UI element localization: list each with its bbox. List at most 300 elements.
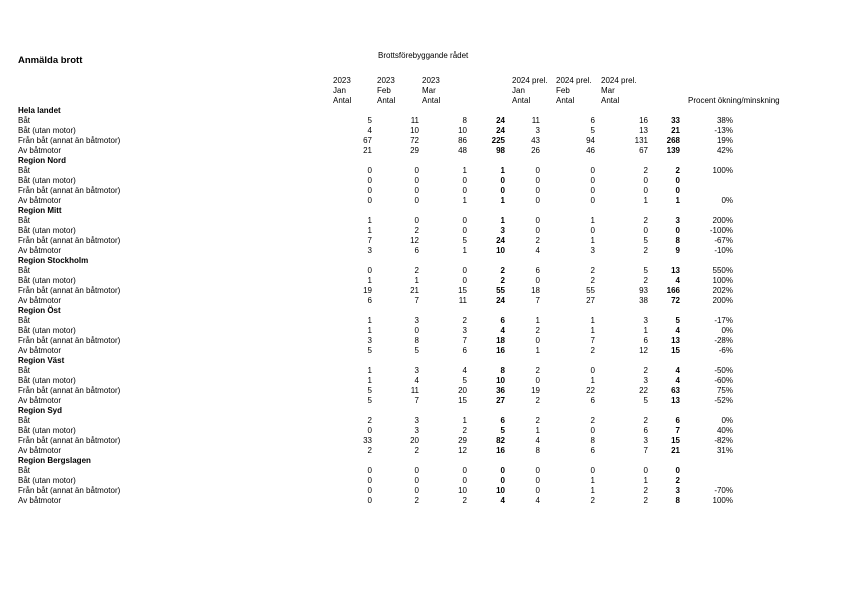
row-label: Från båt (annat än båtmotor)	[18, 186, 121, 195]
value-2023-mar: 10	[458, 126, 467, 135]
value-2024-jan: 1	[535, 346, 540, 355]
value-2023-jan: 0	[367, 476, 372, 485]
value-2024-jan: 1	[535, 316, 540, 325]
table-header-year-row	[18, 76, 733, 86]
sum-2023: 10	[496, 246, 505, 255]
table-row	[18, 296, 733, 306]
value-2023-feb: 20	[410, 436, 419, 445]
sum-2023: 3	[500, 226, 505, 235]
group-name: Region Syd	[18, 406, 63, 415]
sum-2023: 16	[496, 446, 505, 455]
value-2023-mar: 15	[458, 286, 467, 295]
value-2024-feb: 2	[590, 416, 595, 425]
value-2024-jan: 3	[535, 126, 540, 135]
row-label: Av båtmotor	[18, 246, 61, 255]
percent-change: 0%	[721, 416, 733, 425]
value-2023-mar: 0	[462, 186, 467, 195]
table-row	[18, 476, 733, 486]
sum-2023: 27	[496, 396, 505, 405]
value-2023-feb: 0	[414, 216, 419, 225]
percent-change: 100%	[712, 496, 733, 505]
group-name: Region Stockholm	[18, 256, 89, 265]
value-2024-jan: 18	[531, 286, 540, 295]
value-2024-jan: 0	[535, 186, 540, 195]
value-2024-jan: 43	[531, 136, 540, 145]
spacer-cell	[680, 86, 733, 96]
group-header-row	[18, 256, 733, 266]
sum-2023: 0	[500, 186, 505, 195]
value-2023-feb: 0	[414, 166, 419, 175]
value-2024-feb: 5	[590, 126, 595, 135]
value-2024-feb: 94	[586, 136, 595, 145]
value-2023-mar: 0	[462, 266, 467, 275]
sum-2024: 0	[675, 466, 680, 475]
group-name: Region Bergslagen	[18, 456, 91, 465]
value-2024-mar: 1	[643, 476, 648, 485]
table-header-unit-row	[18, 96, 780, 106]
value-2024-feb: 2	[590, 276, 595, 285]
value-2024-feb: 27	[586, 296, 595, 305]
sum-2023: 2	[500, 266, 505, 275]
value-2023-mar: 12	[458, 446, 467, 455]
row-label: Båt	[18, 416, 31, 425]
group-name: Region Mitt	[18, 206, 62, 215]
sum-2024: 4	[675, 326, 680, 335]
value-2023-mar: 2	[462, 316, 467, 325]
value-2023-feb: 11	[410, 116, 419, 125]
value-2023-mar: 1	[462, 196, 467, 205]
value-2023-feb: 0	[414, 466, 419, 475]
value-2023-jan: 33	[363, 436, 372, 445]
sum-2023: 10	[496, 376, 505, 385]
row-label: Från båt (annat än båtmotor)	[18, 336, 121, 345]
value-2024-feb: 1	[590, 376, 595, 385]
table-body	[18, 106, 733, 506]
sum-2024: 2	[675, 166, 680, 175]
value-2023-feb: 6	[414, 246, 419, 255]
value-2023-jan: 4	[367, 126, 372, 135]
spacer-cell	[648, 86, 680, 96]
table-row	[18, 366, 733, 376]
table-row	[18, 176, 733, 186]
value-2023-jan: 0	[367, 486, 372, 495]
value-2023-feb: 3	[414, 426, 419, 435]
table-row	[18, 496, 733, 506]
sum-2023: 98	[496, 146, 505, 155]
value-2024-mar: 2	[643, 216, 648, 225]
value-2024-feb: 0	[590, 166, 595, 175]
value-2023-feb: 0	[414, 486, 419, 495]
row-label: Av båtmotor	[18, 446, 61, 455]
group-name: Region Öst	[18, 306, 61, 315]
value-2023-mar: 5	[462, 376, 467, 385]
table-row	[18, 326, 733, 336]
sum-2023: 225	[491, 136, 505, 145]
table-row	[18, 446, 733, 456]
value-2023-feb: 8	[414, 336, 419, 345]
value-2024-mar: 1	[643, 196, 648, 205]
row-label: Av båtmotor	[18, 496, 61, 505]
percent-change: -100%	[709, 226, 733, 235]
row-label: Av båtmotor	[18, 146, 61, 155]
sum-2023: 82	[496, 436, 505, 445]
value-2023-mar: 2	[462, 496, 467, 505]
row-label: Båt	[18, 216, 31, 225]
row-label: Båt	[18, 116, 31, 125]
row-label: Båt	[18, 316, 31, 325]
table-row	[18, 286, 733, 296]
value-2024-jan: 4	[535, 246, 540, 255]
value-2023-jan: 1	[367, 326, 372, 335]
table-row	[18, 186, 733, 196]
value-2024-mar: 3	[643, 436, 648, 445]
percent-change: 40%	[716, 426, 733, 435]
value-2024-jan: 0	[535, 486, 540, 495]
value-2024-feb: 3	[590, 246, 595, 255]
group-header-row	[18, 456, 733, 466]
value-2024-mar: 2	[643, 246, 648, 255]
percent-change: 550%	[712, 266, 733, 275]
value-2024-mar: 93	[639, 286, 648, 295]
table-row	[18, 346, 733, 356]
value-2024-jan: 7	[535, 296, 540, 305]
spacer-cell	[18, 96, 333, 106]
table-row	[18, 166, 733, 176]
value-2023-jan: 5	[367, 386, 372, 395]
sum-2024: 166	[666, 286, 680, 295]
table-row	[18, 246, 733, 256]
value-2024-mar: 6	[643, 336, 648, 345]
value-2023-feb: 12	[410, 236, 419, 245]
row-label: Av båtmotor	[18, 296, 61, 305]
table-row	[18, 376, 733, 386]
value-2023-mar: 0	[462, 176, 467, 185]
row-label: Båt (utan motor)	[18, 226, 76, 235]
group-header-row	[18, 406, 733, 416]
value-2024-feb: 1	[590, 316, 595, 325]
value-2024-jan: 2	[535, 326, 540, 335]
percent-change	[680, 176, 733, 186]
row-label: Båt (utan motor)	[18, 126, 76, 135]
value-2023-mar: 20	[458, 386, 467, 395]
value-2023-mar: 48	[458, 146, 467, 155]
percent-change	[680, 466, 733, 476]
col-header-month-jan: Jan	[333, 86, 346, 95]
sum-2024: 0	[675, 186, 680, 195]
col-header-unit: Antal	[601, 96, 620, 105]
sum-2023: 4	[500, 496, 505, 505]
percent-change: -17%	[714, 316, 733, 325]
value-2023-mar: 1	[462, 166, 467, 175]
value-2024-jan: 0	[535, 476, 540, 485]
row-label: Av båtmotor	[18, 346, 61, 355]
value-2023-jan: 7	[367, 236, 372, 245]
row-label: Från båt (annat än båtmotor)	[18, 386, 121, 395]
value-2024-feb: 0	[590, 186, 595, 195]
value-2024-feb: 0	[590, 226, 595, 235]
percent-change: -28%	[714, 336, 733, 345]
report-table	[18, 76, 780, 506]
value-2024-mar: 67	[639, 146, 648, 155]
row-label: Av båtmotor	[18, 396, 61, 405]
table-row	[18, 126, 733, 136]
row-label: Båt (utan motor)	[18, 476, 76, 485]
value-2024-jan: 11	[531, 116, 540, 125]
value-2023-jan: 0	[367, 496, 372, 505]
value-2024-mar: 7	[643, 446, 648, 455]
sum-2024: 6	[675, 416, 680, 425]
value-2024-jan: 2	[535, 416, 540, 425]
value-2023-jan: 1	[367, 376, 372, 385]
table-row	[18, 486, 733, 496]
value-2024-mar: 0	[643, 176, 648, 185]
group-name: Hela landet	[18, 106, 61, 115]
value-2023-feb: 0	[414, 196, 419, 205]
sum-2023: 18	[496, 336, 505, 345]
sum-2024: 2	[675, 476, 680, 485]
col-header-unit: Antal	[512, 96, 531, 105]
value-2023-mar: 6	[462, 346, 467, 355]
sum-2023: 0	[500, 176, 505, 185]
value-2023-jan: 67	[363, 136, 372, 145]
sum-2024: 72	[671, 296, 680, 305]
percent-column-header: Procent ökning/minskning	[688, 96, 780, 105]
value-2024-mar: 13	[639, 126, 648, 135]
sum-2024: 21	[671, 126, 680, 135]
sum-2024: 0	[675, 176, 680, 185]
value-2024-jan: 0	[535, 196, 540, 205]
value-2024-feb: 6	[590, 116, 595, 125]
row-label: Båt (utan motor)	[18, 276, 76, 285]
value-2024-feb: 1	[590, 476, 595, 485]
value-2023-feb: 0	[414, 176, 419, 185]
sum-2023: 36	[496, 386, 505, 395]
sum-2023: 2	[500, 276, 505, 285]
value-2023-jan: 5	[367, 396, 372, 405]
spacer-cell	[467, 76, 505, 86]
sum-2023: 24	[496, 116, 505, 125]
value-2023-mar: 15	[458, 396, 467, 405]
row-label: Båt	[18, 266, 31, 275]
col-header-unit: Antal	[556, 96, 575, 105]
value-2023-mar: 1	[462, 246, 467, 255]
col-header-year-2023: 2023	[377, 76, 395, 85]
value-2023-feb: 11	[410, 386, 419, 395]
value-2023-feb: 3	[414, 366, 419, 375]
sum-2024: 63	[671, 386, 680, 395]
sum-2024: 139	[666, 146, 680, 155]
value-2024-jan: 19	[531, 386, 540, 395]
value-2024-feb: 6	[590, 396, 595, 405]
value-2024-feb: 7	[590, 336, 595, 345]
row-label: Båt	[18, 366, 31, 375]
sum-2024: 268	[666, 136, 680, 145]
group-name: Region Nord	[18, 156, 66, 165]
value-2023-feb: 2	[414, 226, 419, 235]
spacer-cell	[467, 96, 505, 106]
value-2024-jan: 2	[535, 366, 540, 375]
value-2023-feb: 7	[414, 296, 419, 305]
group-header-row	[18, 356, 733, 366]
value-2024-feb: 46	[586, 146, 595, 155]
value-2024-feb: 2	[590, 346, 595, 355]
group-header-row	[18, 306, 733, 316]
percent-change: 200%	[712, 216, 733, 225]
value-2023-mar: 10	[458, 486, 467, 495]
value-2023-jan: 6	[367, 296, 372, 305]
value-2023-jan: 19	[363, 286, 372, 295]
value-2023-feb: 4	[414, 376, 419, 385]
value-2023-feb: 29	[410, 146, 419, 155]
page-title: Anmälda brott	[18, 55, 83, 66]
table-row	[18, 426, 733, 436]
spacer-cell	[648, 76, 680, 86]
value-2024-jan: 0	[535, 166, 540, 175]
value-2024-feb: 0	[590, 466, 595, 475]
percent-change: 42%	[716, 146, 733, 155]
value-2024-jan: 4	[535, 436, 540, 445]
value-2023-mar: 2	[462, 426, 467, 435]
percent-change: 31%	[716, 446, 733, 455]
value-2024-jan: 8	[535, 446, 540, 455]
sum-2024: 15	[671, 436, 680, 445]
value-2023-feb: 0	[414, 186, 419, 195]
value-2024-feb: 22	[586, 386, 595, 395]
value-2024-mar: 3	[643, 376, 648, 385]
spacer-cell	[648, 96, 680, 106]
table-row	[18, 436, 733, 446]
sum-2023: 0	[500, 476, 505, 485]
value-2023-mar: 0	[462, 276, 467, 285]
value-2024-mar: 2	[643, 416, 648, 425]
spacer-cell	[18, 86, 333, 96]
percent-change	[680, 186, 733, 196]
row-label: Från båt (annat än båtmotor)	[18, 286, 121, 295]
value-2024-jan: 0	[535, 336, 540, 345]
row-label: Av båtmotor	[18, 196, 61, 205]
value-2024-feb: 6	[590, 446, 595, 455]
row-label: Från båt (annat än båtmotor)	[18, 136, 121, 145]
col-header-month-feb: Feb	[556, 86, 570, 95]
col-header-year-2023: 2023	[422, 76, 440, 85]
row-label: Båt (utan motor)	[18, 376, 76, 385]
value-2024-mar: 2	[643, 366, 648, 375]
value-2023-mar: 0	[462, 216, 467, 225]
value-2023-mar: 5	[462, 236, 467, 245]
table-row	[18, 386, 733, 396]
value-2024-jan: 0	[535, 276, 540, 285]
value-2024-mar: 5	[643, 236, 648, 245]
value-2024-feb: 0	[590, 366, 595, 375]
col-header-unit: Antal	[333, 96, 352, 105]
value-2023-mar: 0	[462, 466, 467, 475]
value-2023-feb: 7	[414, 396, 419, 405]
value-2024-mar: 2	[643, 486, 648, 495]
value-2023-jan: 2	[367, 446, 372, 455]
value-2024-mar: 3	[643, 316, 648, 325]
value-2023-mar: 4	[462, 366, 467, 375]
value-2024-mar: 22	[639, 386, 648, 395]
sum-2024: 15	[671, 346, 680, 355]
sum-2023: 6	[500, 316, 505, 325]
value-2023-feb: 2	[414, 266, 419, 275]
value-2024-feb: 1	[590, 236, 595, 245]
value-2024-feb: 0	[590, 426, 595, 435]
table-row	[18, 226, 733, 236]
percent-change: -82%	[714, 436, 733, 445]
col-header-month-jan: Jan	[512, 86, 525, 95]
value-2023-jan: 1	[367, 226, 372, 235]
percent-change: -60%	[714, 376, 733, 385]
group-header-row	[18, 106, 733, 116]
value-2023-feb: 2	[414, 446, 419, 455]
value-2023-feb: 10	[410, 126, 419, 135]
value-2024-feb: 55	[586, 286, 595, 295]
value-2023-mar: 8	[462, 116, 467, 125]
percent-change: 0%	[721, 326, 733, 335]
value-2024-jan: 4	[535, 496, 540, 505]
sum-2024: 21	[671, 446, 680, 455]
row-label: Från båt (annat än båtmotor)	[18, 236, 121, 245]
table-row	[18, 316, 733, 326]
sum-2024: 33	[671, 116, 680, 125]
percent-change: 200%	[712, 296, 733, 305]
value-2023-feb: 0	[414, 326, 419, 335]
value-2023-jan: 0	[367, 186, 372, 195]
value-2024-mar: 0	[643, 186, 648, 195]
value-2024-mar: 2	[643, 496, 648, 505]
sum-2023: 0	[500, 466, 505, 475]
value-2024-feb: 2	[590, 266, 595, 275]
value-2023-mar: 86	[458, 136, 467, 145]
sum-2023: 24	[496, 236, 505, 245]
percent-change: 19%	[716, 136, 733, 145]
sum-2024: 4	[675, 366, 680, 375]
sum-2023: 1	[500, 216, 505, 225]
row-label: Båt (utan motor)	[18, 326, 76, 335]
value-2023-jan: 5	[367, 116, 372, 125]
spacer-cell	[467, 86, 505, 96]
sum-2023: 55	[496, 286, 505, 295]
value-2024-jan: 0	[535, 376, 540, 385]
value-2023-jan: 21	[363, 146, 372, 155]
sum-2024: 7	[675, 426, 680, 435]
value-2023-feb: 2	[414, 496, 419, 505]
table-row	[18, 416, 733, 426]
col-header-year-2024: 2024 prel.	[512, 76, 548, 85]
col-header-month-mar: Mar	[601, 86, 615, 95]
sum-2023: 8	[500, 366, 505, 375]
value-2023-feb: 5	[414, 346, 419, 355]
value-2024-mar: 5	[643, 396, 648, 405]
percent-change: -13%	[714, 126, 733, 135]
value-2023-jan: 0	[367, 466, 372, 475]
value-2023-jan: 3	[367, 246, 372, 255]
value-2023-feb: 3	[414, 416, 419, 425]
value-2024-feb: 0	[590, 176, 595, 185]
group-name: Region Väst	[18, 356, 65, 365]
row-label: Båt	[18, 166, 31, 175]
sum-2024: 3	[675, 486, 680, 495]
value-2023-jan: 1	[367, 366, 372, 375]
value-2023-feb: 1	[414, 276, 419, 285]
row-label: Båt (utan motor)	[18, 426, 76, 435]
value-2023-mar: 11	[458, 296, 467, 305]
value-2024-jan: 26	[531, 146, 540, 155]
percent-change: -52%	[714, 396, 733, 405]
percent-change: -67%	[714, 236, 733, 245]
sum-2023: 16	[496, 346, 505, 355]
